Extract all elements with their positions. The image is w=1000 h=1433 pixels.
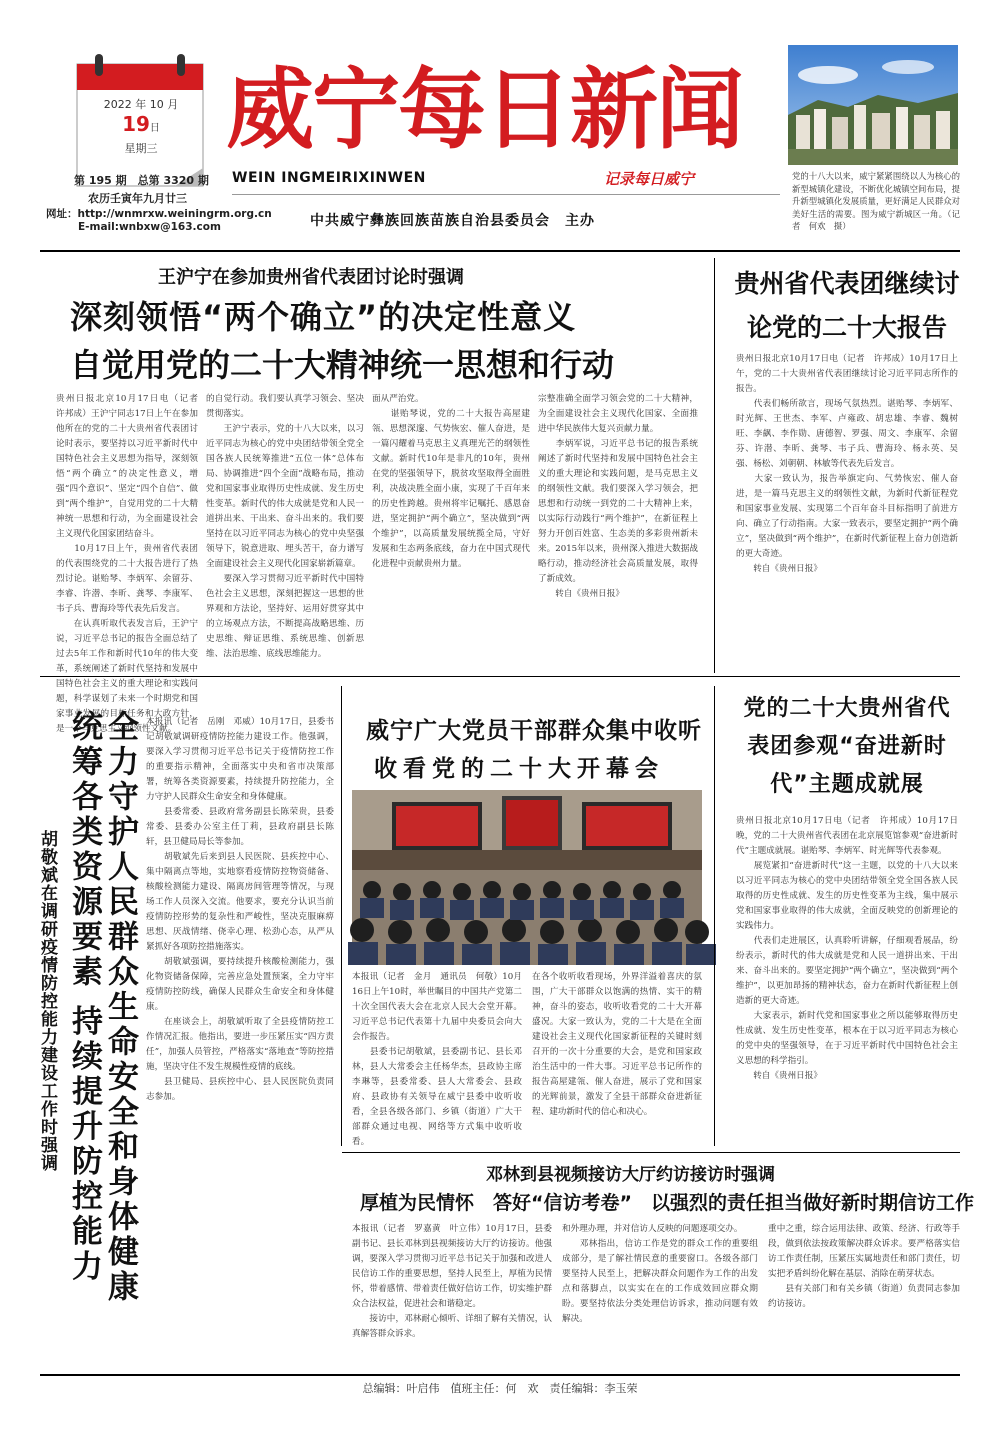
main-col-4: 宗整准确全面学习领会党的二十大精神，为全面建设社会主义现代化国家、全面推进中华民族伟大复兴贡献力量。 李炳军说，习近平总书记的报告系统阐述了新时代坚持和发展中国特色社会主义的重大理论和实践问题，是马克思主义的纲领性文献。我们要深入学习领会，把思想和行动统一到党的二十大精神上来，以实际行动践行“两个维护”，在新征程上努力开创百姓富、生态美的多彩贵州新未来。2015年以来，贵州深入推进大数据战略行动，推动经济社会高质量发展，取得了新成效。 转自《贵州日报》 bbox=[538, 394, 698, 599]
issue-number: 第 195 期 总第 3320 期 bbox=[74, 174, 209, 187]
main-col-1: 贵州日报北京10月17日电（记者 许邦成）王沪宁同志17日上午在参加他所在的党的二十大贵州省代表团讨论时表示，要坚持以习近平新时代中国特色社会主义思想为指导，深刻领悟“两个确立”的决定性意义，增强“四个意识”、坚定“四个自信”、做到“两个维护”，自觉用党的二十大精神统一思想和行动，为全面建设社会主义现代化国家团结奋斗。 10月17日上午，贵州省代表团的代表围绕党的二十大报告进行了热烈讨论。谌贻琴、李炳军、余留芬、李睿、许潜、李昕、龚琴、李康军、韦子兵、曹海玲等代表先后发言。 在认真听取代表发言后，王沪宁说，习近平总书记的报告全面总结了过去5年工作和新时代10年的伟大变革，系统阐述了新时代坚持和发展中国特色社会主义的重大理论和实践问题，科学谋划了未来一个时期党和国家事业发展的目标任务和大政方针，是一个马克思主义纲领性文献。 bbox=[56, 394, 198, 734]
lunar-date: 农历壬寅年九月廿三 bbox=[88, 192, 187, 205]
main-col-3: 面从严治党。 谌贻琴说，党的二十大报告高屋建瓴、思想深邃、气势恢宏、催人奋进，是一篇闪耀着马克思主义真理光芒的纲领性文献。新时代10年是非凡的10年，贵州在党的坚强领导下，脱贫攻坚取得全面胜利，决战决胜全面小康，实现了千百年来的历史性跨越。贵州将牢记嘱托、感恩奋进，坚定拥护“两个确立”，坚决做到“两个维护”，以高质量发展统揽全局，守好发展和生态两条底线，奋力在中国式现代化进程中贡献贵州力量。 bbox=[372, 394, 530, 569]
horizontal-divider-bottom bbox=[342, 1152, 960, 1153]
bottom-col-3: 重中之重，综合运用法律、政策、经济、行政等手段，做到依法按政策解决群众诉求。要严格落实信访工作责任制，压紧压实属地责任和部门责任，切实把矛盾纠纷化解在基层、消除在萌芽状态。 县有关部门和有关乡镇（街道）负责同志参加约访接访。 bbox=[768, 1224, 960, 1309]
vertical-headline-a: 全力守护人民群众生命安全和身体健康 bbox=[102, 710, 138, 1305]
main-kicker: 王沪宁在参加贵州省代表团讨论时强调 bbox=[158, 267, 464, 288]
date-day bbox=[86, 112, 196, 136]
center-headline-1: 威宁广大党员干部群众集中收听 bbox=[366, 718, 702, 744]
meeting-photo bbox=[352, 790, 702, 965]
cityscape-photo bbox=[788, 45, 958, 165]
vertical-story-body: 本报讯（记者 岳刚 邓威）10月17日，县委书记胡敬斌调研疫情防控能力建设工作。他强调，要深入学习贯彻习近平总书记关于疫情防控工作的重要指示精神，全面落实中央和省市决策部署，统筹各类资源要素，持续提升防控能力，全力守护人民群众生命安全和身体健康。 县委常委、县政府常务副县长陈荣贵，县委常委、县委办公室主任丁莉，县政府副县长陈轩，县卫健局局长等参加。 胡敬斌先后来到县人民医院、县疾控中心、集中隔离点等地，实地察看疫情防控物资储备、核酸检测能力建设、隔离房间管理等情况，与现场工作人员深入交流。他要求，要充分认识当前疫情防控形势的复杂性和严峻性，坚决克服麻痹思想、厌战情绪、侥幸心理、松劲心态，从严从紧抓好各项防控措施落实。 胡敬斌强调，要持续提升核酸检测能力，强化物资储备保障，完善应急处置预案，全力守牢疫情防控防线，确保人民群众生命安全和身体健康。 在座谈会上，胡敬斌听取了全县疫情防控工作情况汇报。他指出，要进一步压紧压实“四方责任”，加强人员管控，严格落实“落地查”等防控措施，坚决守住不发生规模性疫情的底线。 县卫健局、县疾控中心、县人民医院负责同志参加。 bbox=[146, 717, 334, 1102]
main-headline-1: 深刻领悟“两个确立”的决定性意义 bbox=[70, 298, 577, 336]
main-headline-2: 自觉用党的二十大精神统一思想和行动 bbox=[70, 346, 615, 384]
center-body-right: 在各个收听收看现场，外界洋溢着喜庆的氛围，广大干部群众以饱满的热情、实干的精神，奋斗的姿态，收听收看党的二十大开幕盛况。大家一致认为，党的二十大是在全面建设社会主义现代化国家新征程的关键时刻召开的一次十分重要的大会，是党和国家政治生活中的一件大事。习近平总书记所作的报告高屋建瓴、催人奋进，展示了党和国家的光辉前景，激发了全县干部群众奋进新征程、建功新时代的信心和决心。 bbox=[532, 972, 702, 1117]
photo-caption: 党的十八大以来，威宁紧紧围绕以人为核心的新型城镇化建设，不断优化城镇空间布局，提升新型城镇化发展质量，更好满足人民群众对美好生活的需要。图为威宁新城区一角。（记者 何欢 摄） bbox=[792, 171, 960, 231]
sponsor: 中共威宁彝族回族苗族自治县委员会 主办 bbox=[310, 213, 595, 229]
right-bottom-body: 贵州日报北京10月17日电（记者 许邦成）10月17日晚，党的二十大贵州省代表团在北京展览馆参观“奋进新时代”主题成就展。谌贻琴、李炳军、时光辉等代表参观。 展览紧扣“奋进新时代”这一主题，以党的十八大以来以习近平同志为核心的党中央团结带领全党全国各族人民取得的历史性成就、发生的历史性变革为主线，集中展示党和国家事业取得的伟大成就，全面反映党的创新理论的实践伟力。 代表们走进展区，认真聆听讲解，仔细观看展品，纷纷表示，新时代的伟大成就是党和人民一道拼出来、干出来、奋斗出来的。要坚定拥护“两个确立”，坚决做到“两个维护”，以更加昂扬的精神状态，奋力在新时代新征程上创造新的更大奇迹。 大家表示，新时代党和国家事业之所以能够取得历史性成就、发生历史性变革，根本在于以习近平同志为核心的党中央的坚强领导，在于习近平新时代中国特色社会主义思想的科学指引。 转自《贵州日报》 bbox=[736, 816, 958, 1081]
email[interactable]: E-mail:wnbxw@163.com bbox=[78, 221, 221, 233]
bottom-kicker: 邓林到县视频接访大厅约访接访时强调 bbox=[486, 1165, 775, 1185]
day-number: 19 bbox=[122, 112, 150, 136]
masthead-pinyin: WEIN INGMEIRIXINWEN bbox=[232, 170, 426, 186]
vertical-kicker: 胡敬斌在调研疫情防控能力建设工作时强调 bbox=[37, 830, 57, 1172]
bottom-col-1: 本报讯（记者 罗嘉黄 叶立伟）10月17日，县委副书记、县长邓林到县视频接访大厅约访接访。他强调，要深入学习贯彻习近平总书记关于加强和改进人民信访工作的重要思想，坚持人民至上，厚植为民情怀，带着感情、带着责任做好信访工作，切实维护群众合法权益，促进社会和谐稳定。 接访中，邓林耐心倾听、详细了解有关情况，认真解答群众诉求。 bbox=[352, 1224, 552, 1339]
vertical-divider-top bbox=[714, 258, 715, 673]
horizontal-divider-mid bbox=[40, 676, 960, 677]
masthead-slogan: 记录每日威宁 bbox=[604, 170, 695, 188]
vertical-divider-left bbox=[341, 686, 342, 1146]
right-top-body: 贵州日报北京10月17日电（记者 许邦成）10月17日上午，党的二十大贵州省代表团继续讨论习近平同志所作的报告。 代表们畅所欲言，现场气氛热烈。谌贻琴、李炳军、时光辉、王世杰、李军、卢雍政、胡忠雄、李睿、魏树旺、李飙、李作勋、唐德智、罗强、周文、李康军、余留芬、许潜、李昕、龚琴、韦子兵、曹海玲、杨永英、吴强、杨松、刘朝朝、林敏等代表先后发言。 大家一致认为，报告举旗定向、气势恢宏、催人奋进，是一篇马克思主义的纲领性文献，为新时代新征程党和国家事业发展、实现第二个百年奋斗目标指明了前进方向、确立了行动指南。大家一致表示，要坚定拥护“两个确立”，坚决做到“两个维护”，在新时代新征程上奋力创造新的更大奇迹。 转自《贵州日报》 bbox=[736, 354, 958, 574]
masthead-divider bbox=[232, 194, 780, 195]
right-bottom-headline: 党的二十大贵州省代表团参观“奋进新时代”主题成就展 bbox=[743, 696, 951, 797]
center-headline-2: 收看党的二十大开幕会 bbox=[374, 756, 664, 782]
vertical-headline-b: 统筹各类资源要素 持续提升防控能力 bbox=[66, 710, 102, 1285]
footer-rule bbox=[40, 1374, 960, 1376]
date-line: 2022 年 10 月 bbox=[103, 98, 179, 111]
vertical-divider-right bbox=[714, 686, 715, 1146]
right-top-headline: 贵州省代表团继续讨论党的二十大报告 bbox=[734, 269, 960, 342]
weekday: 星期三 bbox=[124, 142, 158, 155]
center-body-left: 本报讯（记者 金月 通讯员 何敬）10月16日上午10时，举世瞩目的中国共产党第二十次全国代表大会在北京人民大会堂开幕。习近平总书记代表第十九届中央委员会向大会作报告。 县委书记胡敬斌，县委副书记、县长邓林，县人大常委会主任杨华杰，县政协主席李琳等，县委常委、县人大常委会、县政府、县政协有关领导在威宁县委中收听收看，全县各级各部门、乡镇（街道）广大干部群众通过电视、网络等方式集中收听收看。 bbox=[352, 972, 522, 1147]
website[interactable]: 网址：http://wnmrxw.weiningrm.org.cn bbox=[46, 208, 272, 220]
footer-credits: 总编辑：叶启伟 值班主任：何 欢 责任编辑：李玉荣 bbox=[362, 1382, 638, 1395]
masthead-title: 威宁每日新闻 bbox=[226, 57, 743, 161]
bottom-col-2: 和外理办理，并对信访人反映的问题逐项交办。 邓林指出，信访工作是党的群众工作的重要组成部分，是了解社情民意的重要窗口。各级各部门要坚持人民至上，把解决群众问题作为工作的出发点和落脚点，以实实在在的工作成效回应群众期盼。要坚持依法分类处理信访诉求，推动问题有效解决。 bbox=[562, 1224, 758, 1324]
day-suffix: 日 bbox=[149, 123, 160, 134]
main-col-2: 的自觉行动。我们要认真学习领会、坚决贯彻落实。 王沪宁表示，党的十八大以来，以习近平同志为核心的党中央团结带领全党全国各族人民统筹推进“五位一体”总体布局、协调推进“四个全面”战略布局，推动党和国家事业取得历史性成就、发生历史性变革。新时代的伟大成就是党和人民一道拼出来、干出来、奋斗出来的。我们要坚持在以习近平同志为核心的党中央坚强领导下，锐意进取、埋头苦干，奋力谱写全面建设社会主义现代化国家崭新篇章。 要深入学习贯彻习近平新时代中国特色社会主义思想，深刻把握这一思想的世界观和方法论，坚持好、运用好贯穿其中的立场观点方法，不断提高战略思维、历史思维、辩证思维、系统思维、创新思维、法治思维、底线思维能力。 bbox=[206, 394, 364, 659]
bottom-headline: 厚植为民情怀 答好“信访考卷” 以强烈的责任担当做好新时期信访工作 bbox=[360, 1192, 974, 1214]
masthead-bottom-rule bbox=[40, 250, 960, 252]
